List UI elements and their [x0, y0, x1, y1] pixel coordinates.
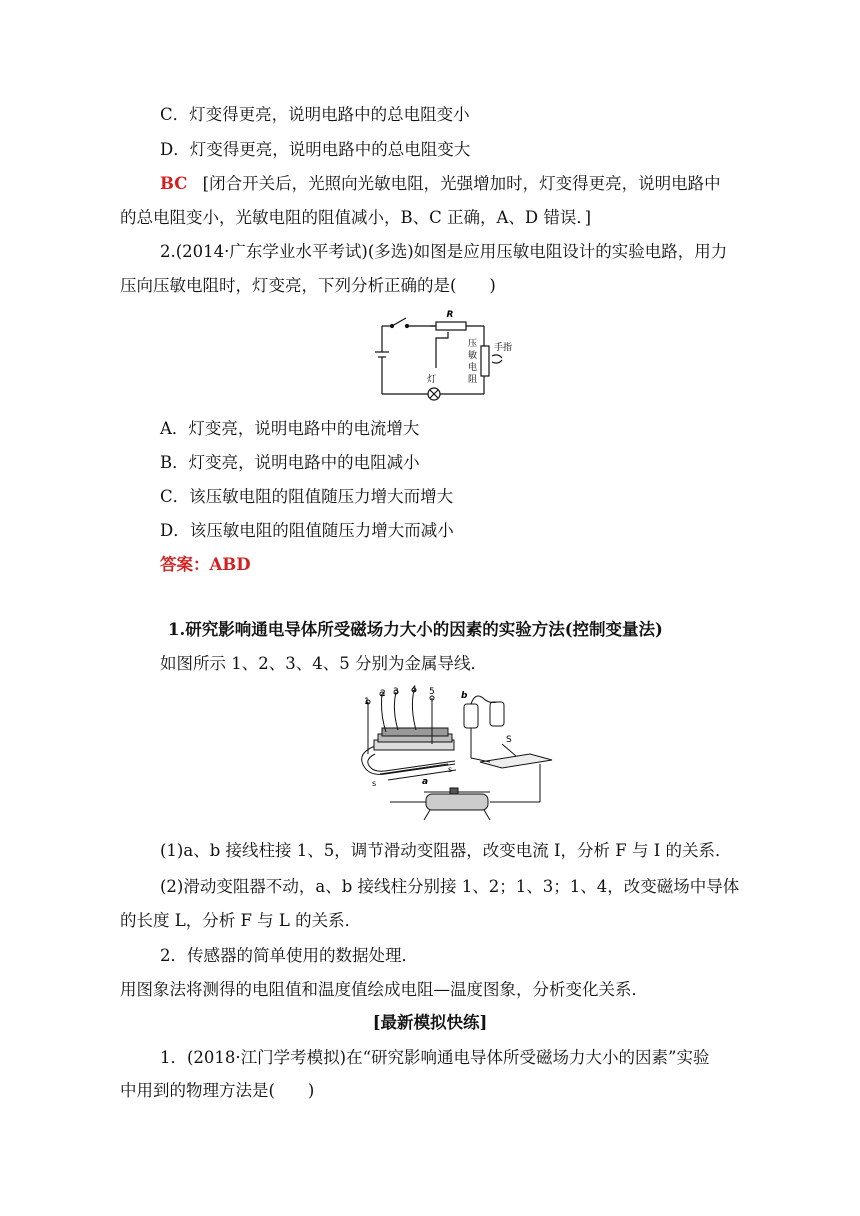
method-description: 如图所示 1、2、3、4、5 分别为金属导线．	[160, 654, 487, 673]
sensor-label-1: 压	[468, 339, 478, 349]
finger-label: 手指	[494, 343, 513, 353]
sensor-description: 用图象法将测得的电阻值和温度值绘成电阻—温度图象，分析变化关系．	[120, 980, 648, 999]
option-c: C．该压敏电阻的阻值随压力增大而增大	[160, 487, 454, 506]
wire-label-2: 2	[380, 689, 386, 699]
wire-label-4: 4	[411, 685, 417, 695]
answer-explanation-line2: 的总电阻变小，光敏电阻的阻值减小，B、C 正确，A、D 错误．]	[120, 208, 592, 227]
switch-label: S	[506, 735, 512, 745]
lamp-label: 灯	[427, 375, 437, 385]
wire-label-3: 3	[393, 687, 399, 697]
answer-explanation-line1	[160, 173, 721, 195]
wire-label-1: 1	[364, 697, 370, 707]
method-title: 1.研究影响通电导体所受磁场力大小的因素的实验方法(控制变量法)	[168, 620, 663, 639]
question2-line1: 2.(2014·广东学业水平考试)(多选)如图是应用压敏电阻设计的实验电路，用力	[160, 242, 728, 261]
wire-label-5: 5	[429, 687, 435, 697]
section-title: [最新模拟快练]	[372, 1013, 488, 1032]
step2-line1: (2)滑动变阻器不动，a、b 接线柱分别接 1、2；1、3；1、4，改变磁场中导体	[160, 877, 740, 896]
resistor-label: R	[446, 310, 454, 320]
pressure-sensor-circuit-diagram	[370, 306, 520, 406]
pole-label-2: s	[448, 765, 453, 774]
step1: (1)a、b 接线柱接 1、5，调节滑动变阻器，改变电流 I，分析 F 与 I 的关系．	[160, 841, 732, 860]
sensor-label-3: 电	[468, 363, 478, 373]
question3-line1: 1．(2018·江门学考模拟)在“研究影响通电导体所受磁场力大小的因素”实验	[160, 1048, 710, 1067]
option-d: D．该压敏电阻的阻值随压力增大而减小	[160, 521, 454, 540]
option-a: A．灯变亮，说明电路中的电流增大	[160, 419, 420, 438]
option-c-text: C．灯变得更亮，说明电路中的总电阻变小	[160, 105, 470, 124]
option-d-text: D．灯变得更亮，说明电路中的总电阻变大	[160, 140, 471, 159]
question3-line2: 中用到的物理方法是( )	[120, 1081, 315, 1100]
answer-tag: BC	[160, 174, 188, 193]
sensor-label-2: 敏	[468, 351, 478, 361]
magnetic-force-apparatus-diagram	[330, 684, 560, 834]
answer2: 答案：ABD	[160, 555, 251, 574]
terminal-a-label: a	[422, 777, 429, 787]
pole-label-1: s	[372, 779, 377, 788]
sensor-label-4: 阻	[468, 375, 478, 385]
question2-line2: 压向压敏电阻时，灯变亮，下列分析正确的是( )	[120, 276, 496, 295]
terminal-b-label: b	[461, 691, 468, 701]
sensor-title: 2．传感器的简单使用的数据处理．	[160, 946, 418, 965]
option-b: B．灯变亮，说明电路中的电阻减小	[160, 453, 420, 472]
explanation-text-1: [闭合开关后，光照向光敏电阻，光强增加时，灯变得更亮，说明电路中	[202, 174, 721, 193]
step2-line2: 的长度 L，分析 F 与 L 的关系．	[120, 911, 362, 930]
